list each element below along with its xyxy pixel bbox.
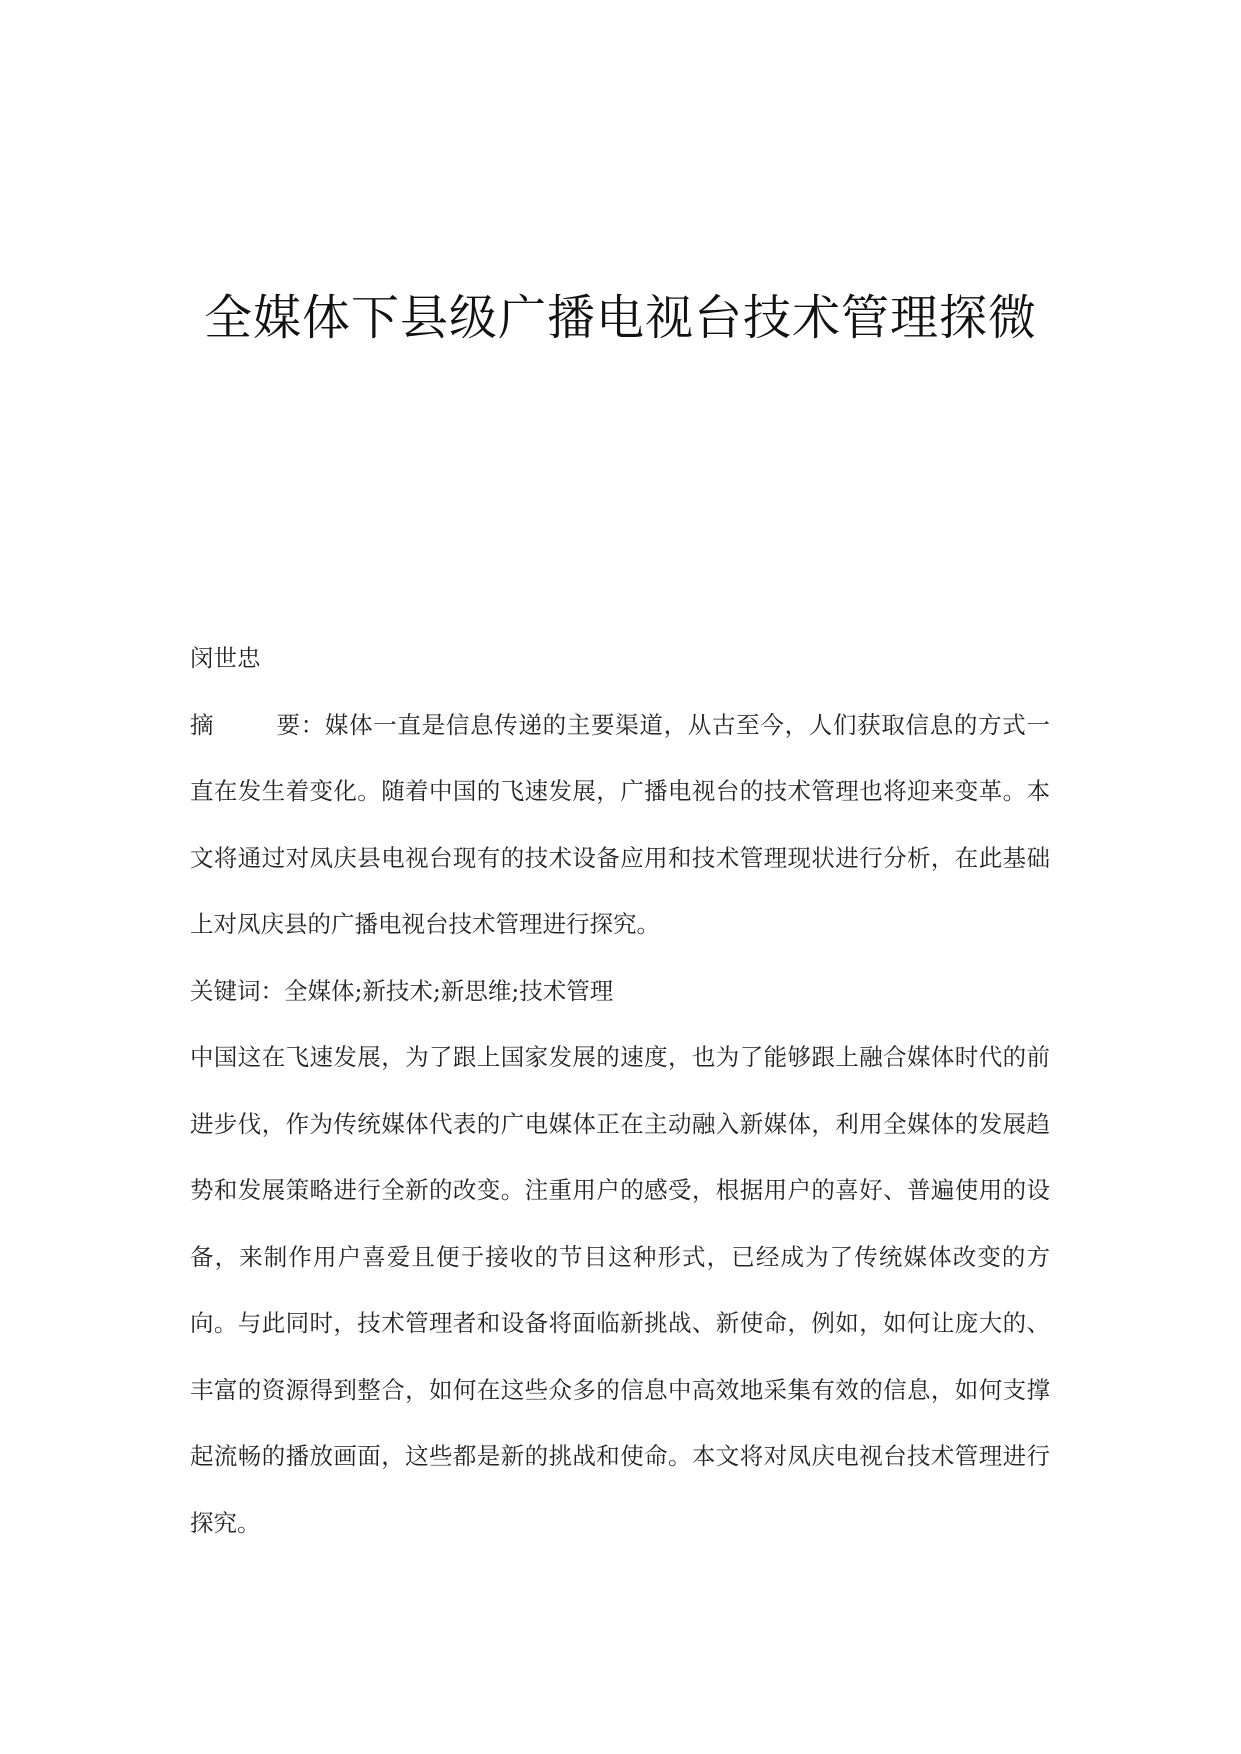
author-name: 闵世忠: [190, 644, 261, 672]
abstract-label: 摘 要: [190, 710, 300, 739]
abstract-paragraph: [190, 692, 1050, 958]
document-content: [190, 625, 1050, 1556]
keywords-label: 关键词：: [190, 976, 284, 1005]
abstract-separator: ：: [300, 710, 325, 739]
author-line: [190, 625, 1050, 692]
abstract-text: 媒体一直是信息传递的主要渠道，从古至今，人们获取信息的方式一直在发生着变化。随着中国的飞速发展，广播电视台的技术管理也将迎来变革。本文将通过对凤庆县电视台现有的技术设备应用和技术管理现状进行分析，在此基础上对凤庆县的广播电视台技术管理进行探究。: [190, 710, 1051, 938]
keywords-text: 全媒体;新技术;新思维;技术管理: [284, 976, 614, 1005]
keywords-paragraph: [190, 958, 1050, 1025]
body-paragraph: 中国这在飞速发展，为了跟上国家发展的速度，也为了能够跟上融合媒体时代的前进步伐，作为传统媒体代表的广电媒体正在主动融入新媒体，利用全媒体的发展趋势和发展策略进行全新的改变。注重用户的感受，根据用户的喜好、普遍使用的设备，来制作用户喜爱且便于接收的节目这种形式，已经成为了传统媒体改变的方向。与此同时，技术管理者和设备将面临新挑战、新使命，例如，如何让庞大的、丰富的资源得到整合，如何在这些众多的信息中高效地采集有效的信息，如何支撑起流畅的播放画面，这些都是新的挑战和使命。本文将对凤庆电视台技术管理进行探究。: [190, 1043, 1050, 1537]
document-title: 全媒体下县级广播电视台技术管理探微: [203, 290, 1037, 346]
